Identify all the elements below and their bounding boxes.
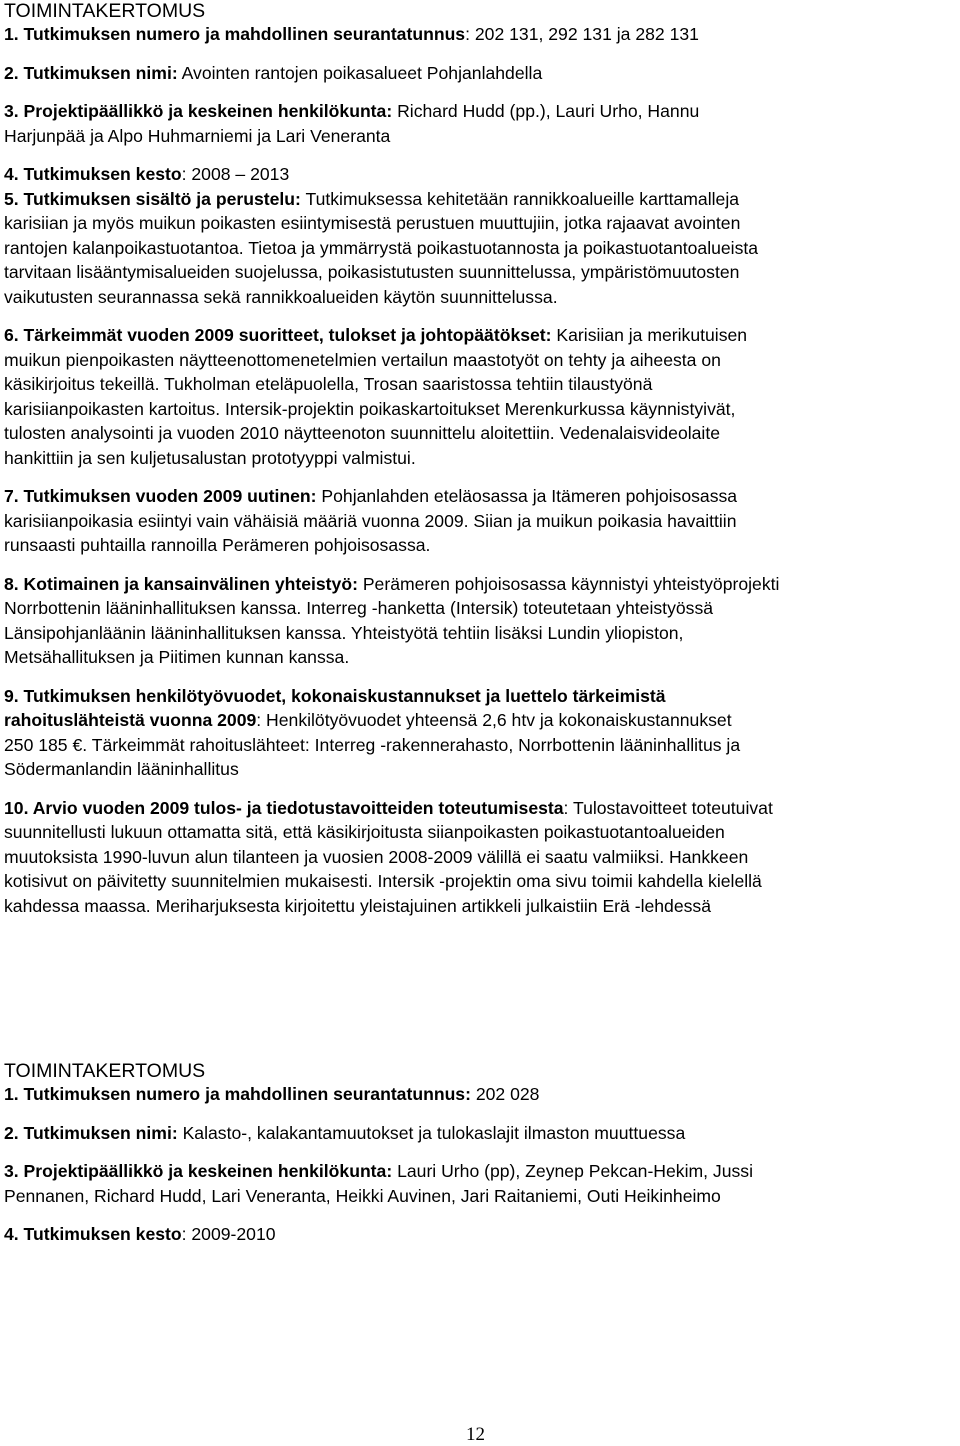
section-9-line: : Henkilötyövuodet yhteensä 2,6 htv ja kokonaiskustannukset xyxy=(256,710,732,730)
section-8-label: 8. Kotimainen ja kansainvälinen yhteistyö: xyxy=(4,573,358,594)
section-2-label: 2. Tutkimuksen nimi: xyxy=(4,1122,178,1143)
section-5-line: vaikutusten seurannassa sekä rannikkoalueiden käytön suunnittelussa. xyxy=(4,286,558,307)
section-3-label: 3. Projektipäällikkö ja keskeinen henkilökunta: xyxy=(4,1161,393,1181)
section-9-label: rahoituslähteistä vuonna 2009 xyxy=(4,710,257,730)
section-5-line: tarvitaan lisääntymisalueiden suojelussa, poikasistutusten suunnittelussa, ympäristömuutosten xyxy=(4,262,740,282)
section-10-line: suunnitellusti lukuun ottamatta sitä, että käsikirjoitusta siianpoikasten poikastuotantoalueiden xyxy=(4,822,725,842)
section-6-line: Karisiian ja merikutuisen xyxy=(551,325,748,345)
section-6-line: hankittiin ja sen kuljetusalustan prototyyppi valmistui. xyxy=(4,447,416,468)
section-1-label: 1. Tutkimuksen numero ja mahdollinen seurantatunnus: xyxy=(4,1084,471,1104)
section-1-text: : 202 131, 292 131 ja 282 131 xyxy=(465,24,699,44)
section-10-line: kahdessa maassa. Meriharjuksesta kirjoitettu yleistajuinen artikkeli julkaistiin Erä -lehdessä xyxy=(4,895,711,916)
section-3-line: Lauri Urho (pp), Zeynep Pekcan-Hekim, Jussi xyxy=(392,1161,754,1181)
report-title: TOIMINTAKERTOMUS xyxy=(4,0,206,22)
section-1-label: 1. Tutkimuksen numero ja mahdollinen seurantatunnus xyxy=(4,24,466,44)
section-7-label: 7. Tutkimuksen vuoden 2009 uutinen: xyxy=(4,486,317,506)
section-1-text: 202 028 xyxy=(470,1084,540,1104)
section-5-line: rantojen kalanpoikastuotantoa. Tietoa ja ymmärrystä poikastuotannosta ja poikastuotantoalueista xyxy=(4,237,759,258)
section-5-label: 5. Tutkimuksen sisältö ja perustelu: xyxy=(4,188,301,209)
section-7-line: karisiianpoikasia esiintyi vain vähäisiä määriä vuonna 2009. Siian ja muikun poikasia havaittiin xyxy=(4,510,737,531)
section-4 xyxy=(4,1222,956,1247)
section-4-label: 4. Tutkimuksen kesto xyxy=(4,164,182,184)
section-10-line: muutoksista 1990-luvun alun tilanteen ja vuosien 2008-2009 välillä ei saatu valmiiksi. Hankkeen xyxy=(4,846,749,867)
section-9-line: Södermanlandin lääninhallitus xyxy=(4,759,239,779)
section-6 xyxy=(4,323,956,348)
section-4-text: : 2009-2010 xyxy=(181,1224,276,1244)
section-6-line: käsikirjoitus tekeillä. Tukholman eteläpuolella, Trosan saaristossa tehtiin tilaustyönä xyxy=(4,374,653,394)
section-10 xyxy=(4,796,956,821)
section-4-label: 4. Tutkimuksen kesto xyxy=(4,1224,182,1244)
section-6-line: muikun pienpoikasten näytteenottomenetelmien vertailun maastotyöt on tehty ja aiheesta on xyxy=(4,349,721,370)
section-3-line: Pennanen, Richard Hudd, Lari Veneranta, Heikki Auvinen, Jari Raitaniemi, Outi Heikinheimo xyxy=(4,1185,721,1206)
section-3 xyxy=(4,99,956,124)
section-3-line: Richard Hudd (pp.), Lauri Urho, Hannu xyxy=(392,101,700,121)
section-2-text: Avointen rantojen poikasalueet Pohjanlahdella xyxy=(177,62,543,83)
section-9-line: 250 185 €. Tärkeimmät rahoituslähteet: Interreg -rakennerahasto, Norrbottenin lääninhallitus ja xyxy=(4,734,741,755)
section-8 xyxy=(4,572,956,597)
section-3-line: Harjunpää ja Alpo Huhmarniemi ja Lari Veneranta xyxy=(4,125,391,146)
section-7-line: runsaasti puhtailla rannoilla Perämeren pohjoisosassa. xyxy=(4,535,431,555)
section-3 xyxy=(4,1159,956,1184)
section-8-line: Länsipohjanläänin lääninhallituksen kanssa. Yhteistyötä tehtiin lisäksi Lundin yliopiston, xyxy=(4,622,684,643)
section-10-line: : Tulostavoitteet toteutuivat xyxy=(563,797,773,818)
section-1 xyxy=(4,1082,956,1107)
section-4 xyxy=(4,162,956,187)
section-9-label: 9. Tutkimuksen henkilötyövuodet, kokonaiskustannukset ja luettelo tärkeimistä xyxy=(4,685,666,706)
section-9 xyxy=(4,708,956,733)
section-8-line: Perämeren pohjoisosassa käynnistyi yhteistyöprojekti xyxy=(357,573,780,594)
section-6-label: 6. Tärkeimmät vuoden 2009 suoritteet, tulokset ja johtopäätökset: xyxy=(4,325,552,345)
section-2 xyxy=(4,61,956,86)
section-1 xyxy=(4,22,956,47)
report-title: TOIMINTAKERTOMUS xyxy=(4,1060,206,1082)
section-3-label: 3. Projektipäällikkö ja keskeinen henkilökunta: xyxy=(4,101,393,121)
page-number: 12 xyxy=(466,1424,485,1445)
section-4-text: : 2008 – 2013 xyxy=(181,164,290,184)
section-10-line: kotisivut on päivitetty suunnitelmien mukaisesti. Intersik -projektin oma sivu toimii kahdella kielellä xyxy=(4,871,762,891)
section-6-line: karisiianpoikasten kartoitus. Intersik-projektin poikaskartoitukset Merenkurkussa käynnistyivät, xyxy=(4,398,736,419)
section-5-line: Tutkimuksessa kehitetään rannikkoalueille karttamalleja xyxy=(300,188,740,209)
section-10-label: 10. Arvio vuoden 2009 tulos- ja tiedotustavoitteiden toteutumisesta xyxy=(4,797,564,818)
section-7 xyxy=(4,484,956,509)
section-5 xyxy=(4,187,956,212)
section-2 xyxy=(4,1121,956,1146)
document-page xyxy=(4,0,956,1247)
section-7-line: Pohjanlahden eteläosassa ja Itämeren pohjoisosassa xyxy=(316,486,738,506)
section-6-line: tulosten analysointi ja vuoden 2010 näytteenoton suunnittelu aloitettiin. Vedenalaisvideolaite xyxy=(4,423,720,443)
section-2-label: 2. Tutkimuksen nimi: xyxy=(4,62,178,83)
report-2 xyxy=(4,1060,956,1247)
section-8-line: Norrbottenin lääninhallituksen kanssa. Interreg -hanketta (Intersik) toteutetaan yhteistyössä xyxy=(4,598,714,618)
section-8-line: Metsähallituksen ja Piitimen kunnan kanssa. xyxy=(4,647,350,667)
section-2-text: Kalasto-, kalakantamuutokset ja tulokaslajit ilmaston muuttuessa xyxy=(177,1122,686,1143)
report-1 xyxy=(4,0,956,918)
section-5-line: karisiian ja myös muikun poikasten esiintymisestä perustuen muuttujiin, jotka rajaavat avointen xyxy=(4,213,741,233)
